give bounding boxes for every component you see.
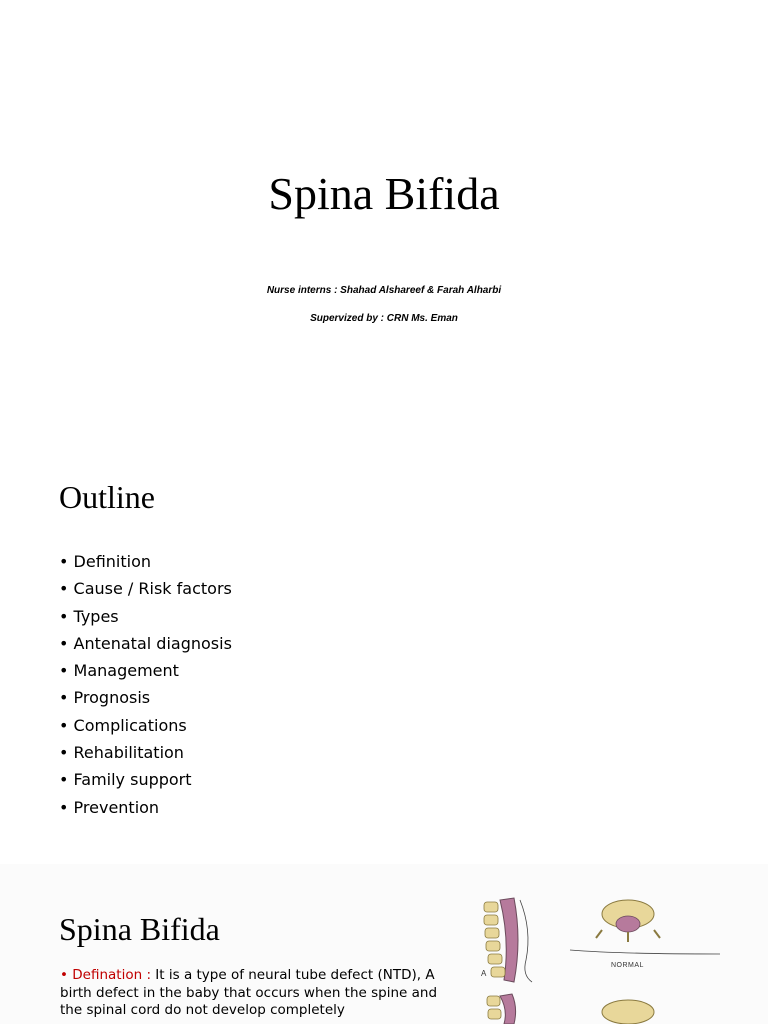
outline-item: • Family support (59, 766, 232, 793)
definition-slide-title: Spina Bifida (59, 911, 220, 947)
outline-item: • Definition (59, 548, 232, 575)
spine-column-icon (484, 898, 532, 982)
spine-illustration (470, 890, 730, 1024)
supervisor-line: Supervized by : CRN Ms. Eman (310, 313, 458, 324)
outline-item: • Cause / Risk factors (59, 575, 232, 602)
outline-item: • Rehabilitation (59, 739, 232, 766)
defect-vertebra-icon (602, 1000, 654, 1024)
presentation-title: Spina Bifida (268, 168, 500, 219)
spine-column-lower-icon (487, 994, 516, 1024)
outline-title: Outline (59, 479, 155, 515)
outline-item: • Complications (59, 712, 232, 739)
normal-vertebra-icon (570, 900, 720, 954)
definition-paragraph (60, 967, 440, 1020)
outline-item: • Prevention (59, 794, 232, 821)
figure-label-a: A (481, 969, 487, 978)
slide-title (0, 0, 768, 432)
outline-item: • Types (59, 603, 232, 630)
figure-label-normal: NORMAL (611, 962, 644, 969)
definition-term: Defination : (72, 967, 151, 983)
bullet-icon: • (60, 967, 68, 983)
interns-line: Nurse interns : Shahad Alshareef & Farah Alharbi (266, 285, 502, 296)
definition-text: It is a type of neural tube defect (NTD), A birth defect in the baby that occurs when the spine and the spinal cord do not develop completely (60, 967, 438, 1018)
outline-item: • Antenatal diagnosis (59, 630, 232, 657)
outline-item: • Management (59, 657, 232, 684)
outline-item: • Prognosis (59, 684, 232, 711)
outline-list (59, 548, 232, 821)
